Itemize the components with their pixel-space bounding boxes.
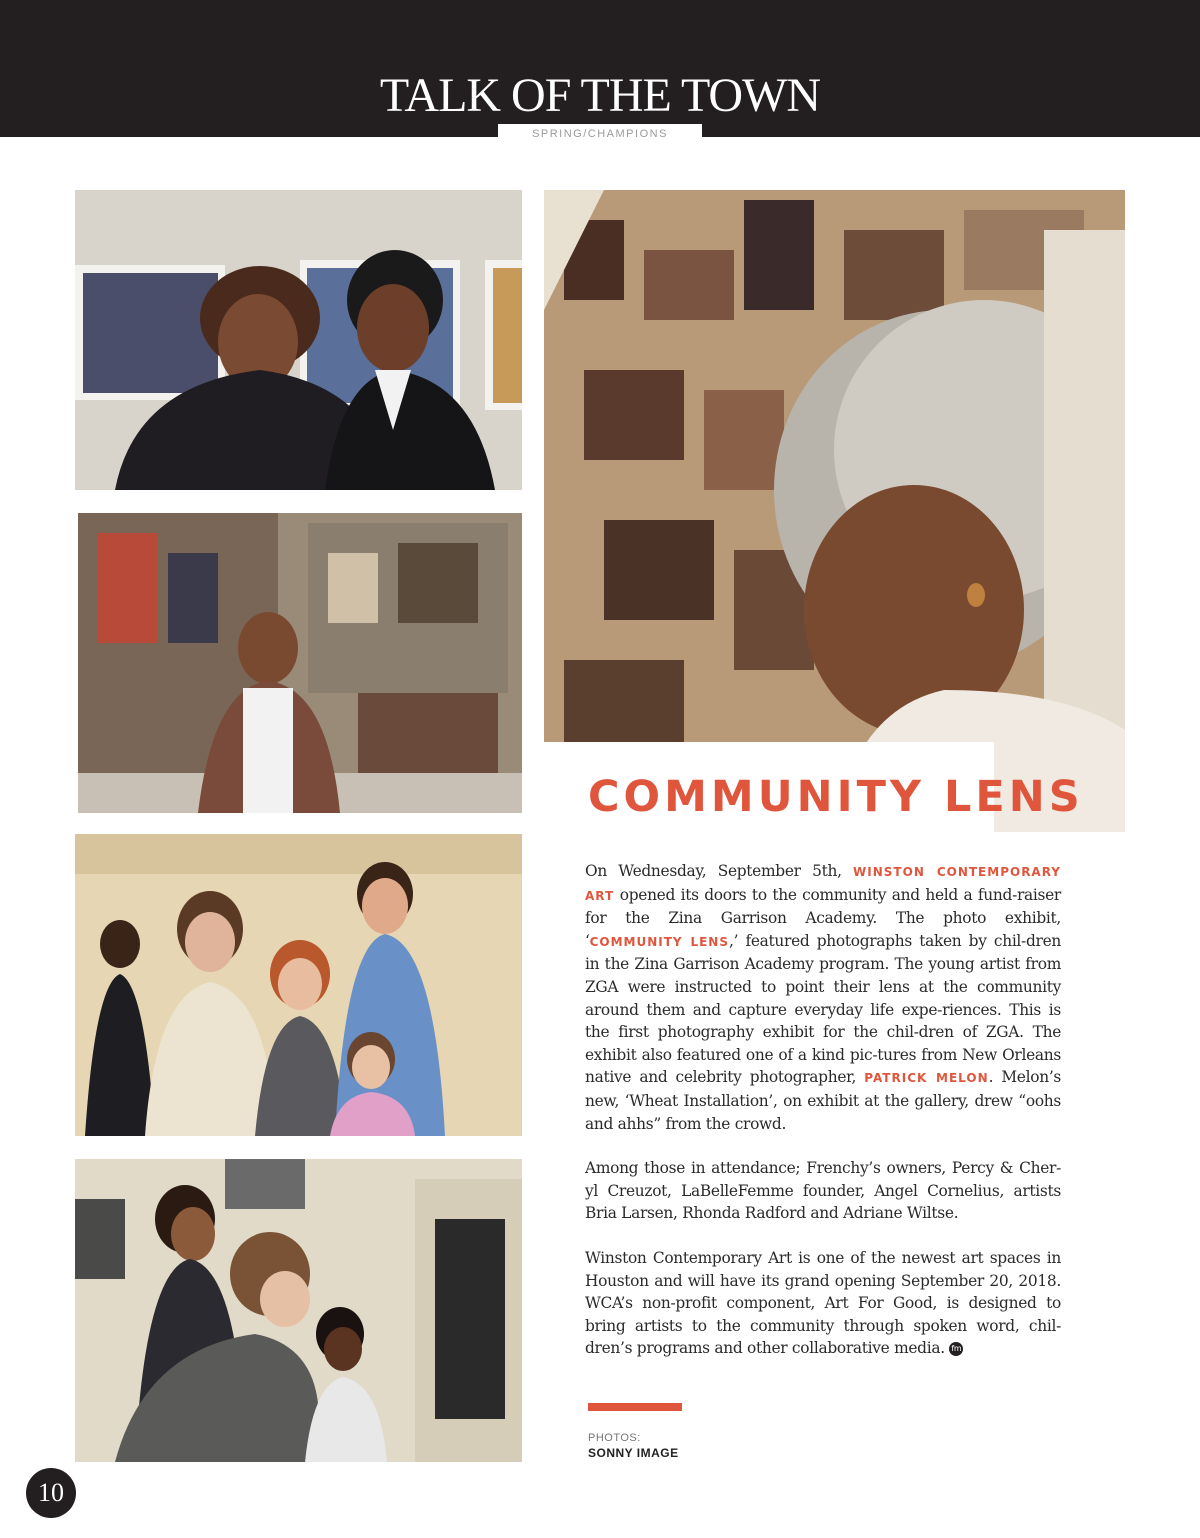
- text-run: opened its doors to the community and held a fund-raiser for the Zina Garrison Academy. The photo exhibit, ‘: [585, 885, 1061, 950]
- end-mark-icon: fm: [949, 1342, 963, 1356]
- accent-rule: [588, 1403, 682, 1411]
- text-run: On Wednesday, September 5th,: [585, 862, 854, 880]
- page-number: 10: [26, 1468, 76, 1518]
- article-body: [585, 860, 1061, 1382]
- photo-family-group: [75, 834, 522, 1136]
- photo-gallery-viewers: [75, 1159, 522, 1462]
- paragraph-2: Among those in attendance; Frenchy’s owners, Percy & Cher-yl Creuzot, LaBelleFemme founder, Angel Cornelius, artists Bria Larsen, Rhonda Radford and Adriane Wiltse.: [585, 1159, 1061, 1223]
- masthead-title: TALK OF THE TOWN: [379, 69, 821, 122]
- highlight-exhibit-name: COMMUNITY LENS: [589, 934, 729, 949]
- photo-credit-label: PHOTOS:: [588, 1432, 641, 1444]
- paragraph-1: [585, 860, 1061, 1135]
- highlight-gallery-name: WINSTON CONTEMPORARY ART: [585, 865, 1061, 903]
- paragraph-3: [585, 1247, 1061, 1360]
- photo-credit-name: SONNY IMAGE: [588, 1446, 679, 1460]
- section-label: SPRING/CHAMPIONS: [498, 124, 702, 144]
- photo-man-with-mural: [78, 513, 522, 813]
- text-run: . Melon’s new, ‘Wheat Installation’, on exhibit at the gallery, drew “oohs and ahhs” from the crowd.: [585, 1068, 1062, 1133]
- photo-two-women: [75, 190, 522, 490]
- photo-woman-portrait: [544, 190, 1125, 832]
- article-headline: COMMUNITY LENS: [588, 772, 1084, 822]
- highlight-photographer-name: PATRICK MELON: [864, 1071, 989, 1086]
- text-run: Winston Contemporary Art is one of the newest art spaces in Houston and will have its grand opening September 20, 2018. WCA’s non-profit component, Art For Good, is designed to bring artists to the community through spoken word, chil-dren’s programs and other collaborative media.: [585, 1248, 1061, 1358]
- text-run: ,’ featured photographs taken by chil-dren in the Zina Garrison Academy program. The young artist from ZGA were instructed to point their lens at the community around them and capture everyday life expe-riences. This is the first photography exhibit for the chil-dren of ZGA. The exhibit also featured one of a kind pic-tures from New Orleans native and celebrity photographer,: [585, 931, 1061, 1087]
